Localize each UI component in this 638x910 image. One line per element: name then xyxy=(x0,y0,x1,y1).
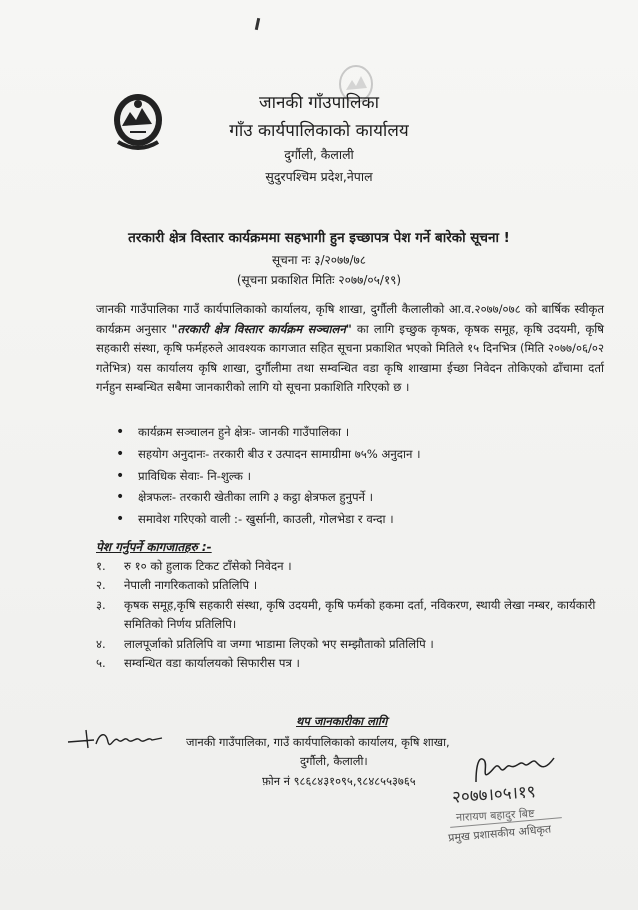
office-province: सुदुरपश्चिम प्रदेश,नेपाल xyxy=(265,169,373,184)
list-item: • सहयोग अनुदानः- तरकारी बीउ र उत्पादन सामाग्रीमा ७५% अनुदान । xyxy=(112,444,592,466)
item-number: २. xyxy=(96,578,106,593)
list-item: • कार्यक्रम सञ्चालन हुने क्षेत्रः- जानकी गाउँपालिका । xyxy=(112,422,592,444)
notice-body xyxy=(96,300,604,398)
list-item xyxy=(96,557,606,576)
item-number: ३. xyxy=(96,597,106,612)
contact-address: जानकी गाउँपालिका, गाउँ कार्यपालिकाको कार्यालय, कृषि शाखा, xyxy=(186,735,450,749)
program-name: "तरकारी क्षेत्र विस्तार कार्यक्रम सञ्चालन" xyxy=(171,321,352,336)
item-text: सम्वन्धित वडा कार्यालयको सिफारीस पत्र । xyxy=(124,656,300,671)
program-details-list xyxy=(112,422,592,531)
stamp-officer-title: प्रमुख प्रशासकीय अधिकृत xyxy=(447,822,552,845)
item-number: १. xyxy=(96,559,106,573)
list-item xyxy=(96,654,606,673)
documents-list xyxy=(96,557,606,673)
notice-published-date: (सूचना प्रकाशित मितिः २०७७/०५/१९) xyxy=(236,273,402,287)
contact-phone: फ़ोन नं ९८६८४३१०९५,९८४८५५३७६५ xyxy=(262,774,416,788)
list-item: • क्षेत्रफलः- तरकारी खेतीका लागि ३ कट्ठा क्षेत्रफल हुनुपर्ने । xyxy=(112,487,592,509)
item-number: ५. xyxy=(96,656,106,671)
list-item: • प्राविधिक सेवाः- नि-शुल्क । xyxy=(112,466,592,488)
list-item: • समावेश गरिएको वाली :- खुर्सानी, काउली, गोलभेडा र वन्दा । xyxy=(112,509,592,531)
documents-heading: पेश गर्नुपर्ने कागजातहरु :- xyxy=(96,540,212,554)
contact-place: दुर्गौली, कैलाली। xyxy=(300,754,368,768)
notice-number: सूचना नः ३/२०७७/७८ xyxy=(272,253,366,267)
stamp-date: २०७७।०५।१९ xyxy=(451,782,537,808)
item-text: लालपूर्जाको प्रतिलिपि वा जग्गा भाडामा लिएको भए सम्झौताको प्रतिलिपि । xyxy=(124,636,434,651)
notice-title: तरकारी क्षेत्र विस्तार कार्यक्रममा सहभागी हुन इच्छापत्र पेश गर्ने बारेको सूचना ! xyxy=(128,230,510,246)
body-part-2: का लागि इच्छुक कृषक, कृषक समूह, कृषि उदयमी, कृषि सहकारी संस्था, कृषि फर्महरुले आवश्यक कागजात सहित सूचना प्रकाशित भएको मितिले १५ दिनभित्र (मिति २०७७/०६/०२ गतेभित्र) यस कार्यालय कृषि शाखा, दुर्गौलीमा तथा सम्वन्धित वडा कृषि शाखामा ईच्छा निवेदन तोकिएको ढाँचामा दर्ता गर्नहुन सम्बन्धित सबैमा जानकारीको लागि यो सूचना प्रकाशिति गरिएको छ । xyxy=(96,321,604,395)
office-place: दुर्गौली, कैलाली xyxy=(284,147,354,162)
signature-left xyxy=(66,726,166,752)
list-item xyxy=(96,596,606,635)
org-name: जानकी गाँउपालिका xyxy=(258,93,380,113)
list-item xyxy=(96,635,606,654)
office-name: गाँउ कार्यपालिकाको कार्यालय xyxy=(229,121,409,141)
item-text: कृषक समूह,कृषि सहकारी संस्था, कृषि उदयमी, कृषि फर्मको हकमा दर्ता, नविकरण, स्थायी लेखा नम्बर, कार्यकारी समितिको निर्णय प्रतिलिपि। xyxy=(124,597,596,632)
stamp-officer-name: नारायण बहादुर बिष्ट xyxy=(455,806,535,825)
item-text: रु १० को हुलाक टिकट टाँसेको निवेदन । xyxy=(124,559,292,573)
scan-mark xyxy=(255,18,260,30)
item-text: नेपाली नागरिकताको प्रतिलिपि । xyxy=(124,578,258,593)
item-number: ४. xyxy=(96,636,106,651)
contact-heading: थप जानकारीका लागि xyxy=(296,714,388,728)
list-item xyxy=(96,576,606,595)
body-part-1: जानकी गाउँपालिका गाउँ कार्यपालिकाको कार्यालय, कृषि शाखा, दुर्गौली कैलालीको आ.व.२०७७/०७८ को बार्षिक स्वीकृत कार्यक्रम अनुसार xyxy=(96,302,604,336)
